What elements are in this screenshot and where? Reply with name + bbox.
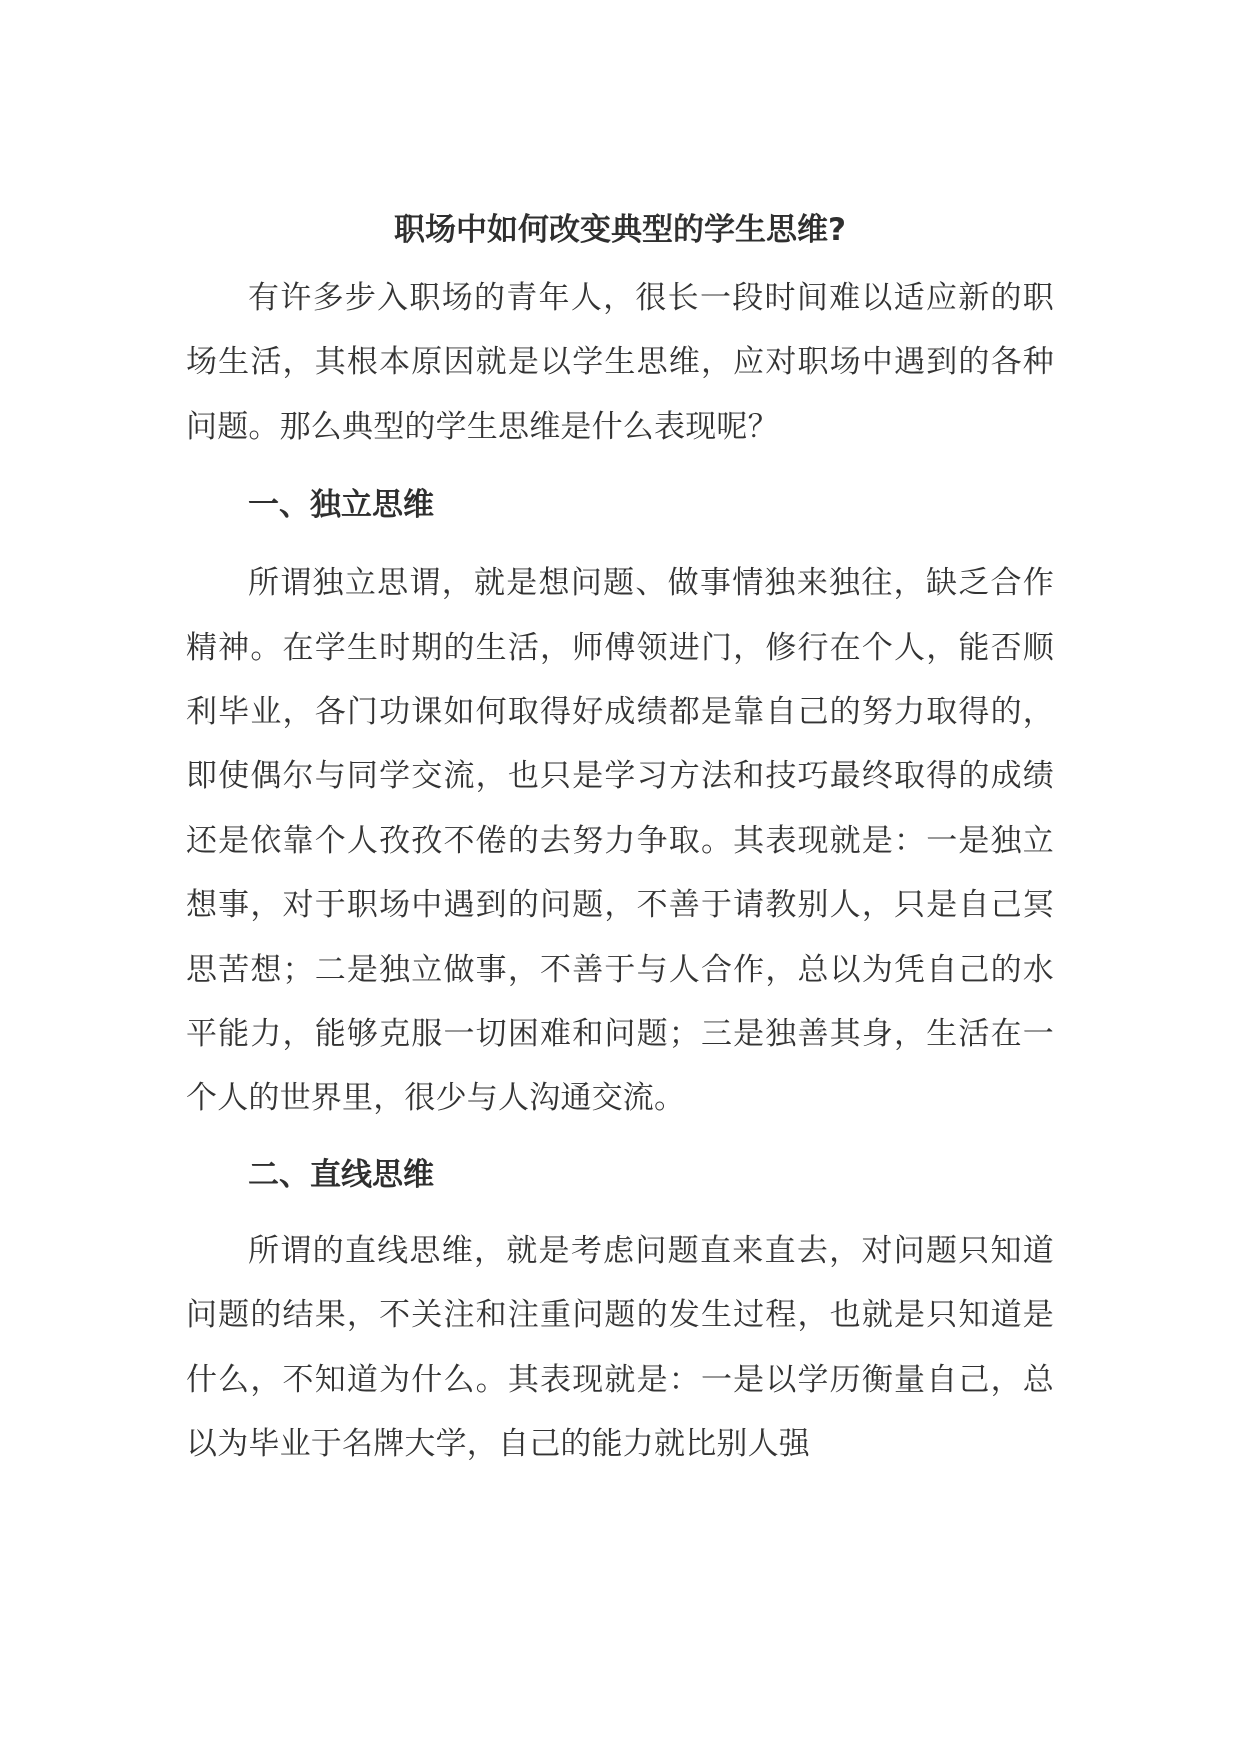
section-body-linear-thinking: 所谓的直线思维，就是考虑问题直来直去，对问题只知道问题的结果，不关注和注重问题的发生过程，也就是只知道是什么，不知道为什么。其表现就是：一是以学历衡量自己，总以为毕业于名牌大学，自己的能力就比别人强 <box>186 1232 1054 1463</box>
document-title: 职场中如何改变典型的学生思维? <box>394 212 846 248</box>
document-body <box>186 198 1054 1477</box>
section-heading-linear-thinking: 二、直线思维 <box>248 1156 434 1193</box>
intro-paragraph: 有许多步入职场的青年人，很长一段时间难以适应新的职场生活，其根本原因就是以学生思维，应对职场中遇到的各种问题。那么典型的学生思维是什么表现呢？ <box>186 280 1054 445</box>
section-body-independent-thinking: 所谓独立思谓，就是想问题、做事情独来独往，缺乏合作精神。在学生时期的生活，师傅领进门，修行在个人，能否顺利毕业，各门功课如何取得好成绩都是靠自己的努力取得的，即使偶尔与同学交流，也只是学习方法和技巧最终取得的成绩还是依靠个人孜孜不倦的去努力争取。其表现就是：一是独立想事，对于职场中遇到的问题，不善于请教别人，只是自己冥思苦想；二是独立做事，不善于与人合作，总以为凭自己的水平能力，能够克服一切困难和问题；三是独善其身，生活在一个人的世界里，很少与人沟通交流。 <box>186 565 1054 1117</box>
section-heading-independent-thinking: 一、独立思维 <box>248 487 434 524</box>
